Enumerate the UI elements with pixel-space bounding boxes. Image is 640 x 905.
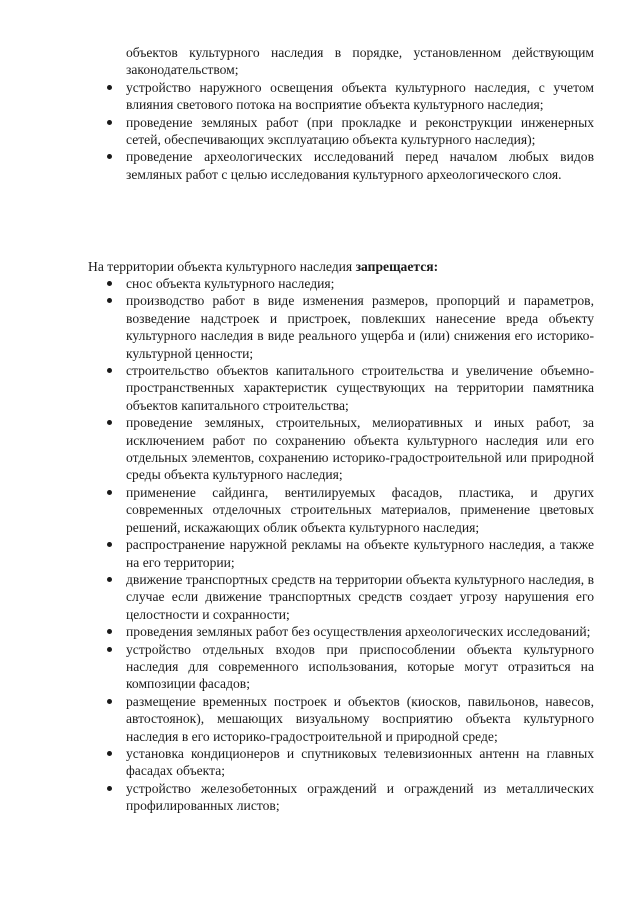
bullet-icon bbox=[107, 368, 112, 373]
list-item bbox=[106, 79, 594, 114]
list-item bbox=[106, 484, 594, 536]
bullet-icon bbox=[107, 629, 112, 634]
prohibited-works-list bbox=[106, 275, 594, 815]
bullet-icon bbox=[107, 786, 112, 791]
list-item-text: движение транспортных средств на территории объекта культурного наследия, в случае если движение транспортных средств создает угрозу нарушения его целостности и сохранности; bbox=[126, 571, 594, 622]
list-item bbox=[106, 693, 594, 745]
list-item bbox=[106, 571, 594, 623]
permitted-works-list bbox=[106, 44, 594, 183]
bullet-icon bbox=[107, 281, 112, 286]
list-item-text: установка кондиционеров и спутниковых телевизионных антенн на главных фасадах объекта; bbox=[126, 745, 594, 779]
list-item-text: устройство наружного освещения объекта культурного наследия, с учетом влияния светового потока на восприятие объекта культурного наследия; bbox=[126, 79, 594, 113]
bullet-icon bbox=[107, 542, 112, 547]
bullet-icon bbox=[107, 751, 112, 756]
list-item bbox=[106, 745, 594, 780]
prohibitions-heading bbox=[88, 258, 598, 275]
list-item-text: распространение наружной рекламы на объекте культурного наследия, а также на его территории; bbox=[126, 537, 594, 570]
list-item bbox=[106, 292, 594, 362]
bullet-icon bbox=[107, 490, 112, 495]
list-item-text: устройство отдельных входов при приспособлении объекта культурного наследия для современного использования, которые могут отразиться на композиции фасадов; bbox=[126, 641, 594, 692]
list-item bbox=[106, 780, 594, 815]
list-item bbox=[106, 623, 594, 640]
list-item bbox=[106, 275, 594, 292]
bullet-icon bbox=[107, 85, 112, 90]
list-item-text: проведение археологических исследований перед началом любых видов земляных работ с целью исследования культурного археологического слоя. bbox=[126, 149, 594, 182]
bullet-icon bbox=[107, 120, 112, 125]
list-item bbox=[106, 114, 594, 149]
list-item-text: проведение земляных, строительных, мелиоративных и иных работ, за исключением работ по сохранению объекта культурного наследия или его отдельных элементов, сохранению историко-градостроительной или природной среды объекта культурного наследия; bbox=[126, 415, 594, 483]
list-item-text: строительство объектов капитального строительства и увеличение объемно-пространственных характеристик существующих на территории памятника объектов капитального строительства; bbox=[126, 363, 594, 413]
list-item-text: проведения земляных работ без осуществления археологических исследований; bbox=[126, 624, 591, 640]
list-item-text: размещение временных построек и объектов (киосков, павильонов, навесов, автостоянок), мешающих визуальному восприятию объекта культурного наследия в его историко-градостроительной и природной среде; bbox=[126, 693, 594, 744]
list-item-text: объектов культурного наследия в порядке, установленном действующим законодательством; bbox=[126, 45, 594, 78]
list-item-text: применение сайдинга, вентилируемых фасадов, пластика, и других современных отделочных строительных материалов, применение цветовых решений, искажающих облик объекта культурного наследия; bbox=[126, 484, 594, 535]
bullet-icon bbox=[107, 420, 112, 425]
bullet-icon bbox=[107, 647, 112, 652]
list-item bbox=[106, 148, 594, 183]
list-item-text: проведение земляных работ (при прокладке и реконструкции инженерных сетей, обеспечивающих эксплуатацию объекта культурного наследия); bbox=[126, 114, 594, 148]
list-item-text: снос объекта культурного наследия; bbox=[126, 276, 335, 291]
bullet-icon bbox=[107, 154, 112, 159]
list-item bbox=[106, 362, 594, 414]
list-item-text: производство работ в виде изменения размеров, пропорций и параметров, возведение надстроек и пристроек, повлекших нанесение вреда объекту культурного наследия в виде реального ущерба и (или) снижения его историко-культурной ценности; bbox=[126, 293, 594, 361]
list-item-text: устройство железобетонных ограждений и ограждений из металлических профилированных листов; bbox=[126, 780, 594, 814]
bullet-icon bbox=[107, 699, 112, 704]
prohibitions-heading-bold: запрещается: bbox=[355, 259, 439, 274]
list-item bbox=[106, 44, 594, 79]
list-item bbox=[106, 641, 594, 693]
bullet-icon bbox=[107, 577, 112, 582]
list-item bbox=[106, 414, 594, 484]
bullet-icon bbox=[107, 298, 112, 303]
list-item bbox=[106, 536, 594, 571]
prohibitions-heading-text: На территории объекта культурного наследия bbox=[88, 259, 356, 274]
